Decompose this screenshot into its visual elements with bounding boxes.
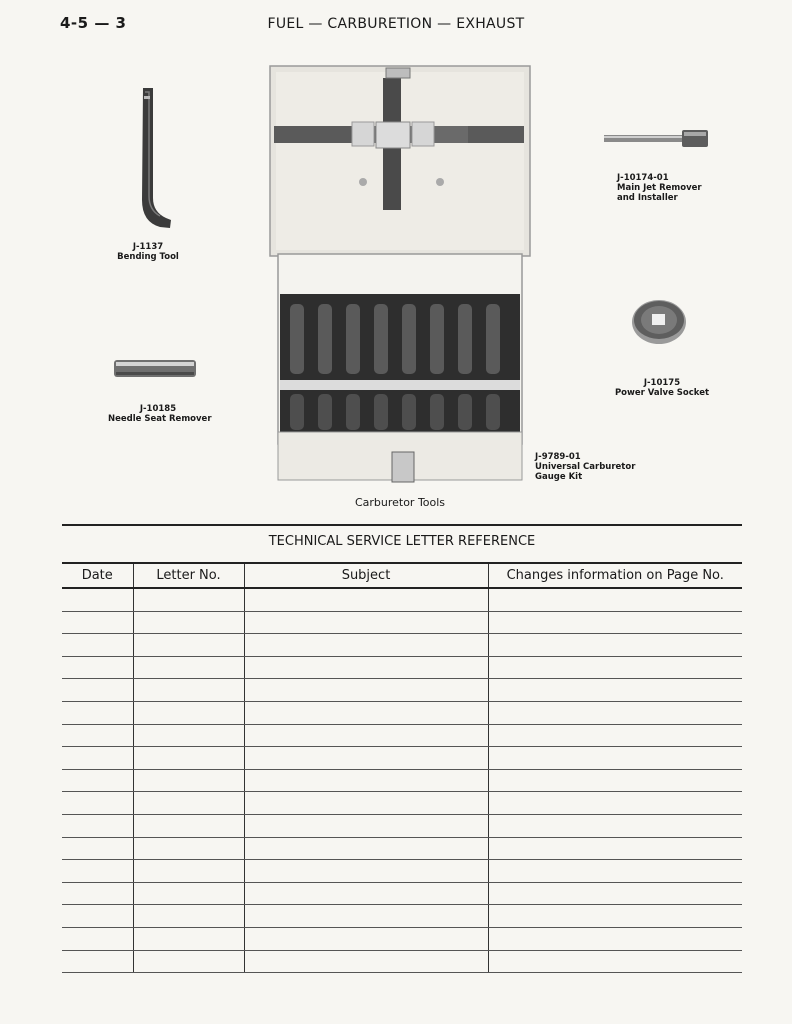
main-jet-remover-name-2: and Installer [617,193,678,203]
table-cell [133,950,244,973]
table-cell [62,814,133,837]
power-valve-socket-image [630,296,688,346]
table-cell [488,701,742,724]
table-cell [62,882,133,905]
table-cell [133,837,244,860]
table-row [62,724,742,747]
table-row [62,656,742,679]
table-cell [244,927,488,950]
table-cell [244,792,488,815]
table-row [62,837,742,860]
tsl-table [62,562,742,973]
main-jet-remover-name: Main Jet Remover [617,183,702,193]
table-cell [488,927,742,950]
table-row [62,882,742,905]
table-cell [244,611,488,634]
table-cell [488,656,742,679]
table-cell [62,837,133,860]
table-cell [62,747,133,770]
needle-seat-remover-caption [108,404,212,424]
bending-tool-image [136,86,176,231]
gauge-kit-name-2: Gauge Kit [535,472,583,482]
table-cell [62,950,133,973]
table-cell [62,905,133,928]
table-cell [62,927,133,950]
table-row [62,769,742,792]
table-cell [62,656,133,679]
bending-tool-name: Bending Tool [117,252,179,262]
power-valve-socket-caption [612,378,712,398]
table-cell [133,656,244,679]
table-row [62,927,742,950]
table-cell [133,792,244,815]
tsl-header-row [62,563,742,588]
figure-title: Carburetor Tools [354,496,446,509]
page-number: 4-5 — 3 [60,14,127,32]
gauge-kit-image [268,64,532,486]
table-row [62,701,742,724]
table-cell [62,769,133,792]
table-cell [62,701,133,724]
table-row [62,611,742,634]
table-row [62,679,742,702]
section-divider [62,524,742,526]
main-jet-remover-image [602,128,712,150]
table-row [62,747,742,770]
table-cell [133,724,244,747]
table-cell [62,588,133,611]
column-header-subject: Subject [244,563,488,588]
table-cell [488,747,742,770]
table-cell [133,905,244,928]
power-valve-socket-name: Power Valve Socket [614,388,710,398]
table-cell [488,860,742,883]
table-cell [244,656,488,679]
table-cell [133,860,244,883]
table-cell [244,679,488,702]
table-cell [488,950,742,973]
table-cell [133,814,244,837]
table-cell [133,611,244,634]
table-cell [488,588,742,611]
table-cell [133,747,244,770]
table-cell [488,679,742,702]
table-cell [244,747,488,770]
table-cell [488,837,742,860]
bending-tool-caption [108,242,188,262]
table-cell [244,634,488,657]
table-row [62,588,742,611]
table-cell [244,882,488,905]
column-header-page-no: Changes information on Page No. [488,563,742,588]
power-valve-socket-number: J-10175 [643,378,681,388]
table-row [62,814,742,837]
gauge-kit-caption [535,452,635,482]
table-cell [488,769,742,792]
table-cell [244,837,488,860]
table-row [62,634,742,657]
table-row [62,792,742,815]
table-cell [133,679,244,702]
table-cell [133,927,244,950]
bending-tool-number: J-1137 [132,242,164,252]
table-cell [133,769,244,792]
table-cell [488,814,742,837]
table-cell [488,882,742,905]
gauge-kit-number: J-9789-01 [535,452,581,462]
table-cell [244,950,488,973]
needle-seat-remover-number: J-10185 [139,404,177,414]
table-row [62,950,742,973]
tsl-body [62,588,742,973]
table-cell [244,769,488,792]
page-title: FUEL — CARBURETION — EXHAUST [267,16,525,32]
table-row [62,860,742,883]
table-cell [488,905,742,928]
table-cell [488,724,742,747]
needle-seat-remover-image [112,356,200,382]
table-cell [133,588,244,611]
table-cell [62,792,133,815]
table-cell [244,814,488,837]
table-cell [488,792,742,815]
table-cell [62,611,133,634]
table-cell [244,905,488,928]
table-cell [133,634,244,657]
main-jet-remover-caption [617,173,702,203]
table-cell [244,724,488,747]
table-cell [62,634,133,657]
table-row [62,905,742,928]
table-cell [488,634,742,657]
table-cell [244,588,488,611]
gauge-kit-name: Universal Carburetor [535,462,636,472]
column-header-letter-no: Letter No. [133,563,244,588]
table-cell [133,701,244,724]
table-cell [133,882,244,905]
main-jet-remover-number: J-10174-01 [617,173,669,183]
table-cell [244,860,488,883]
tsl-title: TECHNICAL SERVICE LETTER REFERENCE [268,534,536,549]
column-header-date: Date [62,563,133,588]
table-cell [62,724,133,747]
table-cell [488,611,742,634]
table-cell [244,701,488,724]
needle-seat-remover-name: Needle Seat Remover [108,414,212,424]
table-cell [62,860,133,883]
table-cell [62,679,133,702]
